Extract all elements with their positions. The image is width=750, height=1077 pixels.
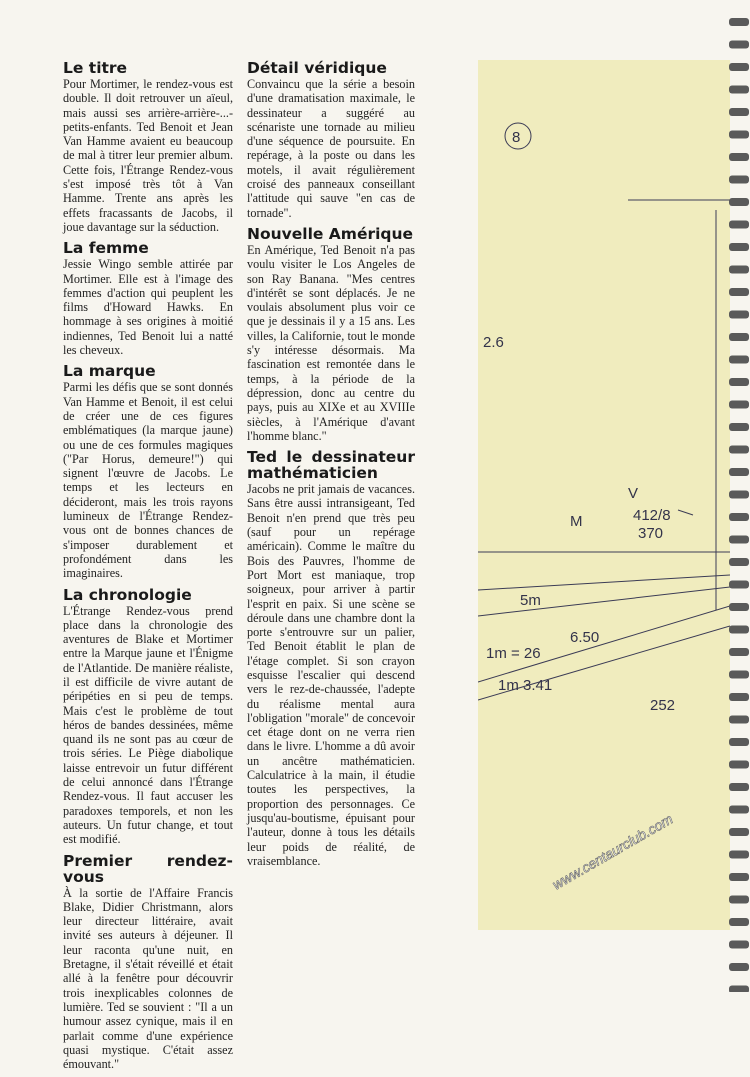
binding-ring <box>729 356 749 364</box>
sketch-page-number: 8 <box>512 129 521 146</box>
section-la-chronologie <box>63 587 233 847</box>
spiral-binding <box>727 0 750 992</box>
section-nouvelle-amerique <box>247 226 415 443</box>
binding-ring <box>729 626 749 634</box>
section-body: Jacobs ne prit jamais de vacances. Sans être aussi intransigeant, Ted Benoit n'en prend que très peu (sauf pour un repérage américain). Comme le maître du Bois des Pauvres, l'homme de Port Mort est maniaque, trop soigneux, pour arriver à partir l'esprit en paix. Si une scène se déroule dans une chambre dont la porte s'entrouvre sur un palier, Ted Benoit établit le plan de l'étage complet. Si son crayon esquisse l'escalier qui descend vers le rez-de-chaussée, l'adepte du réalisme mental aura l'obligation "morale" de concevoir cet étage dont on ne verra rien dans le livre. L'homme a dû avoir un ancêtre mathématicien. Calculatrice à la main, il étudie toutes les perspectives, la proportion des personnages. Ce jusqu'au-boutisme, épuisant pour l'auteur, donne à tous les détails leur poids de réalité, de vraisemblance. <box>247 482 415 868</box>
binding-ring <box>729 986 749 993</box>
sketch-label: 1m = 26 <box>486 645 541 662</box>
section-body: L'Étrange Rendez-vous prend place dans la chronologie des aventures de Blake et Mortimer entre la Marque jaune et l'Énigme de l'Atlantide. De manière réaliste, il est difficile de vivre autant de péripéties en si peu de temps. Mais c'est le problème de tout héros de bandes dessinées, même quand ils ne sont pas au cœur de trois séries. Le Piège diabolique laisse entrevoir un futur différent de celui annoncé dans l'Étrange Rendez-vous. Il faut accuser les paradoxes temporels, et non les auteurs. Un futur change, et tout est modifié. <box>63 603 233 847</box>
binding-ring <box>729 243 749 251</box>
binding-ring <box>729 86 749 94</box>
binding-ring <box>729 221 749 229</box>
section-detail-veridique <box>247 60 415 220</box>
section-body: Convaincu que la série a besoin d'une dramatisation maximale, le dessinateur a suggéré au scénariste une tornade au milieu d'une séquence de poursuite. En repérage, à la poste ou dans les motels, il avait régulièrement croisé des panneaux conseillant l'attitude qui sauve "en cas de tornade". <box>247 77 415 220</box>
binding-ring <box>729 828 749 836</box>
binding-ring <box>729 41 749 49</box>
binding-ring <box>729 671 749 679</box>
section-heading: Le titre <box>63 59 128 77</box>
binding-ring <box>729 131 749 139</box>
binding-ring <box>729 783 749 791</box>
section-heading: La femme <box>63 239 149 258</box>
binding-ring <box>729 311 749 319</box>
watermark: www.centaurclub.com <box>549 810 676 893</box>
sketch-label: 252 <box>650 697 676 714</box>
sketch-line <box>478 575 730 590</box>
sketch-arrow <box>678 510 693 515</box>
sketch-label: V <box>628 485 639 502</box>
sketch-label: 412/8 <box>633 507 671 524</box>
binding-ring <box>729 176 749 184</box>
section-heading: La chronologie <box>63 585 192 604</box>
sketch-label: 2.6 <box>483 334 504 351</box>
binding-ring <box>729 108 749 116</box>
binding-ring <box>729 918 749 926</box>
section-la-marque <box>63 363 233 580</box>
binding-ring <box>729 648 749 656</box>
section-heading: Nouvelle Amérique <box>247 224 414 243</box>
section-ted-le-dessinateur <box>247 449 415 868</box>
binding-ring <box>729 446 749 454</box>
binding-ring <box>729 963 749 971</box>
binding-ring <box>729 153 749 161</box>
sketch-label: 6.50 <box>570 629 600 646</box>
section-body: Pour Mortimer, le rendez-vous est double. Il doit retrouver un aïeul, mais aussi ses arrière-arrière-...-petits-enfants. Ted Benoit et Jean Van Hamme avaient eu beaucoup de mal à titrer leur premier album. Cette fois, l'Étrange Rendez-vous s'est imposé très tôt à Van Hamme. Trente ans après les effets fracassants de Jacobs, il joue davantage sur la séduction. <box>63 77 233 234</box>
binding-ring <box>729 581 749 589</box>
binding-ring <box>729 266 749 274</box>
binding-ring <box>729 761 749 769</box>
section-body: En Amérique, Ted Benoit n'a pas voulu visiter le Los Angeles de son Ray Banana. "Mes centres d'intérêt se sont déplacés. Je ne voulais absolument plus voir ce que je dessinais il y a 15 ans. Les villes, la Californie, tout le monde s'y intéresse désormais. Ma fascination est remontée dans le temps, à la période de la dépression, donc au centre du pays, puis au XIXe et au XVIIIe siècles, à l'Amérique d'avant l'homme blanc." <box>247 242 415 443</box>
binding-ring <box>729 873 749 881</box>
section-heading: Premier rendez-vous <box>63 851 233 886</box>
article-column-right <box>247 60 415 874</box>
binding-ring <box>729 603 749 611</box>
binding-ring <box>729 63 749 71</box>
binding-ring <box>729 558 749 566</box>
section-premier-rendez-vous <box>63 853 233 1072</box>
section-body: Parmi les défis que se sont donnés Van Hamme et Benoit, il est celui de créer une de ces figures emblématiques (la marque jaune) ou une de ces formules magiques ("Par Horus, demeure!") qui signent l'œuvre de Jacobs. Le temps et les lecteurs en décideront, mais les trois rayons lumineux de l'Étrange Rendez-vous ont de bonnes chances de s'imposer durablement et profondément dans les imaginaires. <box>63 380 233 581</box>
sketch-label: 5m <box>520 592 541 609</box>
section-body: À la sortie de l'Affaire Francis Blake, Didier Christmann, alors leur directeur littéraire, avait invité ses auteurs à déjeuner. Il leur raconta qu'une nuit, en Bretagne, il s'était réveillé et était allé à la fenêtre pour découvrir trois inexplicables colonnes de lumière. Ted se souvient : "Il a un humour assez cynique, mais il en parlait comme d'une expérience quasi mystique. C'était assez émouvant." <box>63 885 233 1072</box>
binding-ring <box>729 693 749 701</box>
section-le-titre <box>63 60 233 234</box>
binding-ring <box>729 18 749 26</box>
binding-ring <box>729 513 749 521</box>
sketch-drawing <box>478 60 730 930</box>
binding-ring <box>729 941 749 949</box>
binding-ring <box>729 896 749 904</box>
binding-ring <box>729 806 749 814</box>
sketch-label: 370 <box>638 525 664 542</box>
binding-ring <box>729 401 749 409</box>
binding-ring <box>729 851 749 859</box>
sketch-illustration <box>478 60 730 930</box>
binding-ring <box>729 536 749 544</box>
sketch-label: 1m 3.41 <box>498 677 553 694</box>
sketch-line <box>478 606 730 682</box>
section-heading: Ted le dessinateur mathématicien <box>247 448 415 483</box>
section-la-femme <box>63 240 233 357</box>
section-heading: Détail véridique <box>247 59 387 77</box>
binding-ring <box>729 198 749 206</box>
sketch-line <box>478 587 730 616</box>
binding-ring <box>729 468 749 476</box>
binding-ring <box>729 716 749 724</box>
binding-ring <box>729 423 749 431</box>
section-heading: La marque <box>63 362 156 381</box>
binding-ring <box>729 491 749 499</box>
article-column-left <box>63 60 233 1077</box>
binding-ring <box>729 288 749 296</box>
sketch-label: M <box>570 513 583 530</box>
binding-ring <box>729 378 749 386</box>
binding-ring <box>729 738 749 746</box>
section-body: Jessie Wingo semble attirée par Mortimer. Elle est à l'image des femmes d'action qui peuplent les films d'Howard Hawks. En hommage à ses origines à moitié indiennes, Ted Benoit lui a natté les cheveux. <box>63 257 233 358</box>
binding-ring <box>729 333 749 341</box>
